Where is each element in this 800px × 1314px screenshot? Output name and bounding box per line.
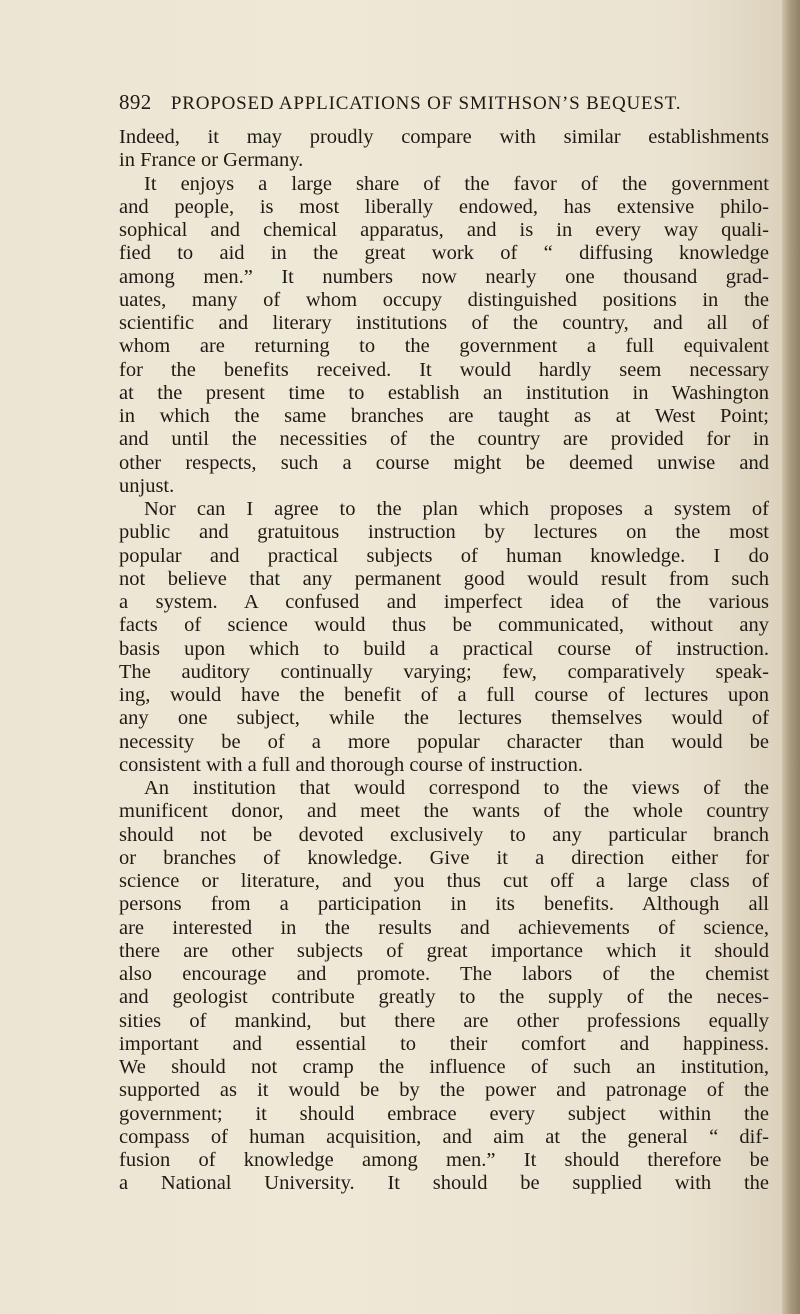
text-line: at the present time to establish an institution in Washington bbox=[119, 381, 769, 404]
text-line: consistent with a full and thorough course of instruction. bbox=[119, 753, 584, 776]
body-text bbox=[119, 126, 769, 1196]
text-line: should not be devoted exclusively to any particular branch bbox=[119, 823, 769, 846]
text-line: fusion of knowledge among men.” It should therefore be bbox=[119, 1149, 769, 1171]
text-line: whom are returning to the government a full equivalent bbox=[119, 335, 769, 358]
text-line: persons from a participation in its benefits. Although all bbox=[119, 893, 769, 916]
text-line: supported as it would be by the power and patronage of the bbox=[119, 1079, 769, 1102]
text-line: also encourage and promote. The labors of the chemist bbox=[119, 963, 769, 985]
text-line: are interested in the results and achievements of science, bbox=[119, 916, 769, 939]
text-line: The auditory continually varying; few, comparatively speak- bbox=[119, 660, 769, 683]
running-title: PROPOSED APPLICATIONS OF SMITHSON’S BEQUEST. bbox=[170, 93, 682, 114]
text-line: government; it should embrace every subject within the bbox=[119, 1102, 769, 1125]
text-line: not believe that any permanent good would result from such bbox=[119, 567, 769, 590]
text-line: uates, many of whom occupy distinguished positions in the bbox=[119, 288, 769, 311]
text-line: Indeed, it may proudly compare with similar establishments bbox=[119, 126, 769, 148]
text-line: important and essential to their comfort and happiness. bbox=[119, 1032, 769, 1055]
text-line: and until the necessities of the country are provided for in bbox=[119, 428, 769, 451]
text-line: sities of mankind, but there are other professions equally bbox=[119, 1009, 769, 1032]
text-line: unjust. bbox=[119, 474, 175, 497]
text-line: for the benefits received. It would hardly seem necessary bbox=[119, 358, 769, 381]
text-line: compass of human acquisition, and aim at the general “ dif- bbox=[119, 1125, 769, 1148]
text-line: science or literature, and you thus cut off a large class of bbox=[119, 870, 769, 892]
text-line: in which the same branches are taught as at West Point; bbox=[119, 405, 769, 427]
text-line: fied to aid in the great work of “ diffusing knowledge bbox=[119, 242, 769, 265]
text-line: Nor can I agree to the plan which proposes a system of bbox=[144, 498, 769, 520]
text-line: necessity be of a more popular character than would be bbox=[119, 730, 769, 753]
text-line: An institution that would correspond to the views of the bbox=[144, 777, 769, 799]
text-line: a National University. It should be supplied with the bbox=[119, 1172, 769, 1195]
page-number: 892 bbox=[119, 90, 152, 114]
text-line: any one subject, while the lectures themselves would of bbox=[119, 707, 769, 730]
text-line: We should not cramp the influence of such an institution, bbox=[119, 1056, 769, 1078]
text-line: It enjoys a large share of the favor of the government bbox=[144, 172, 769, 195]
text-line: scientific and literary institutions of the country, and all of bbox=[119, 312, 769, 334]
text-line: munificent donor, and meet the wants of the whole country bbox=[119, 800, 769, 823]
text-line: or branches of knowledge. Give it a direction either for bbox=[119, 846, 769, 869]
text-line: popular and practical subjects of human knowledge. I do bbox=[119, 544, 769, 567]
text-line: sophical and chemical apparatus, and is in every way quali- bbox=[119, 219, 769, 241]
text-line: ing, would have the benefit of a full course of lectures upon bbox=[119, 684, 769, 706]
text-line: in France or Germany. bbox=[119, 149, 304, 172]
text-line: basis upon which to build a practical course of instruction. bbox=[119, 637, 769, 660]
text-line: other respects, such a course might be deemed unwise and bbox=[119, 451, 769, 474]
page-edge-shadow bbox=[782, 0, 800, 1314]
text-line: public and gratuitous instruction by lectures on the most bbox=[119, 521, 769, 544]
text-line: there are other subjects of great importance which it should bbox=[119, 939, 769, 962]
page-header bbox=[119, 90, 759, 114]
text-line: and people, is most liberally endowed, has extensive philo- bbox=[119, 195, 769, 218]
text-line: and geologist contribute greatly to the supply of the neces- bbox=[119, 986, 769, 1009]
text-line: a system. A confused and imperfect idea of the various bbox=[119, 591, 769, 613]
text-line: among men.” It numbers now nearly one thousand grad- bbox=[119, 265, 769, 288]
text-line: facts of science would thus be communicated, without any bbox=[119, 614, 769, 637]
